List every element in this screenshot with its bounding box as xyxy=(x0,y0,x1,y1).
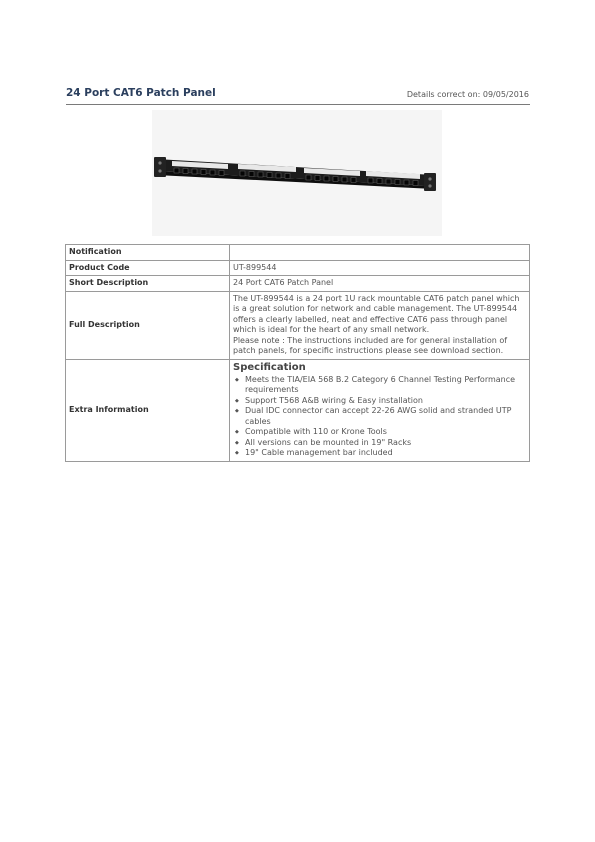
spec-item: ◆ Meets the TIA/EIA 568 B.2 Category 6 Channel Testing Performance requirements xyxy=(245,375,526,396)
installation-note: Please note : The instructions included are for general installation of patch panels, for specific instructions please see download section. xyxy=(233,335,508,355)
extra-information-value xyxy=(230,359,530,461)
spec-item: ◆ Dual IDC connector can accept 22-26 AWG solid and stranded UTP cables xyxy=(245,406,526,427)
spec-item: ◆ Support T568 A&B wiring & Easy installation xyxy=(245,396,526,407)
table-row xyxy=(66,291,530,359)
details-date: Details correct on: 09/05/2016 xyxy=(406,90,529,99)
spec-item: ◆ All versions can be mounted in 19" Racks xyxy=(245,438,526,449)
title-divider xyxy=(66,104,530,105)
product-image xyxy=(152,110,442,236)
full-description-value xyxy=(230,291,530,359)
product-code-label: Product Code xyxy=(66,260,230,276)
spec-item: ◆ 19" Cable management bar included xyxy=(245,448,526,459)
page-title: 24 Port CAT6 Patch Panel xyxy=(66,87,216,99)
short-description-value: 24 Port CAT6 Patch Panel xyxy=(230,276,530,292)
extra-information-label: Extra Information xyxy=(66,359,230,461)
full-description-label: Full Description xyxy=(66,291,230,359)
spec-item: ◆ Compatible with 110 or Krone Tools xyxy=(245,427,526,438)
short-description-label: Short Description xyxy=(66,276,230,292)
full-description-paragraph: The UT-899544 is a 24 port 1U rack mountable CAT6 patch panel which is a great solution for network and cable management. The UT-899544 offers a clearly labelled, neat and effective CAT6 pass through panel which is ideal for the heart of any small network. xyxy=(233,293,520,334)
specification-list xyxy=(233,375,526,459)
notification-label: Notification xyxy=(66,245,230,261)
specification-heading: Specification xyxy=(233,361,306,373)
table-row xyxy=(66,359,530,461)
notification-value xyxy=(230,245,530,261)
table-row xyxy=(66,245,530,261)
table-row xyxy=(66,276,530,292)
table-row xyxy=(66,260,530,276)
product-code-value: UT-899544 xyxy=(230,260,530,276)
patch-panel-illustration xyxy=(152,110,442,236)
product-info-table xyxy=(65,244,530,462)
